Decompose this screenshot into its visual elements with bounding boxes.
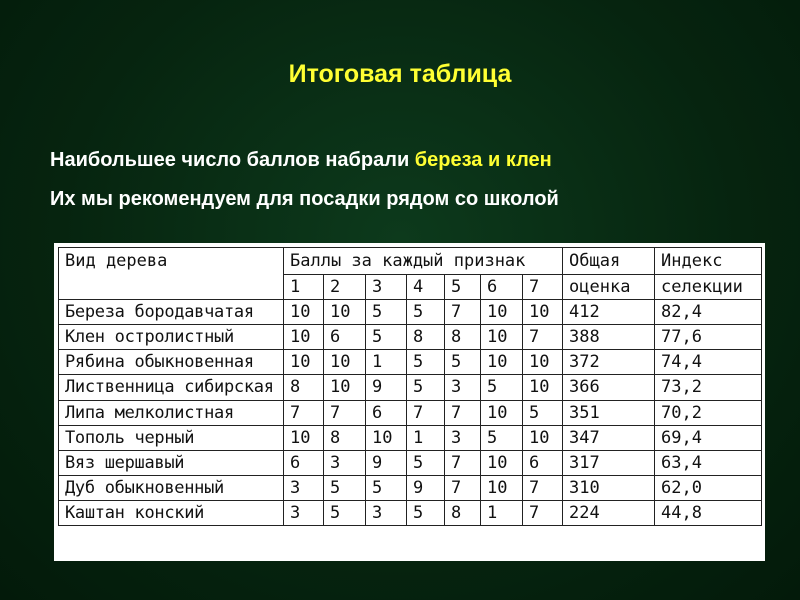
score-cell: 7: [523, 325, 563, 350]
score-cell: 10: [481, 300, 523, 325]
score-cell: 8: [445, 325, 481, 350]
total-cell: 347: [563, 426, 655, 451]
score-cell: 7: [445, 300, 481, 325]
table-row: [59, 375, 762, 401]
score-cell: 10: [284, 325, 324, 350]
index-cell: 69,4: [655, 426, 762, 451]
score-cell: 10: [523, 426, 563, 451]
total-cell: 412: [563, 300, 655, 325]
score-cell: 5: [366, 300, 407, 325]
conclusion-line: [50, 149, 552, 172]
tree-column-header: Вид дерева: [59, 248, 284, 300]
total-cell: 310: [563, 476, 655, 501]
score-cell: 8: [324, 426, 366, 451]
score-cell: 1: [481, 501, 523, 526]
score-cell: 3: [324, 451, 366, 476]
score-cell: 5: [407, 375, 445, 401]
score-cell: 5: [324, 501, 366, 526]
score-cell: 3: [445, 375, 481, 401]
watermark-logo-icon: [612, 533, 640, 561]
score-cell: 7: [445, 476, 481, 501]
total-cell: 224: [563, 501, 655, 526]
index-cell: 44,8: [655, 501, 762, 526]
criterion-header: 3: [366, 275, 407, 300]
index-cell: 70,2: [655, 401, 762, 426]
score-cell: 10: [523, 350, 563, 375]
score-cell: 10: [366, 426, 407, 451]
conclusion-text: Наибольшее число баллов набрали: [50, 149, 415, 171]
slide-title: Итоговая таблица: [288, 60, 512, 88]
score-cell: 1: [366, 350, 407, 375]
score-cell: 3: [284, 476, 324, 501]
total-cell: 351: [563, 401, 655, 426]
score-cell: 9: [366, 375, 407, 401]
score-cell: 3: [366, 501, 407, 526]
highlighted-trees: береза и клен: [414, 149, 552, 171]
total-cell: 317: [563, 451, 655, 476]
tree-name-cell: Дуб обыкновенный: [59, 476, 284, 501]
table-row: [59, 300, 762, 325]
score-cell: 10: [324, 375, 366, 401]
table-header-row: [59, 248, 762, 275]
score-cell: 3: [284, 501, 324, 526]
score-cell: 10: [481, 451, 523, 476]
score-cell: 10: [481, 401, 523, 426]
score-cell: 10: [324, 350, 366, 375]
score-cell: 7: [407, 401, 445, 426]
criterion-header: 7: [523, 275, 563, 300]
score-cell: 10: [284, 300, 324, 325]
tree-name-cell: Лиственница сибирская: [59, 375, 284, 401]
score-cell: 10: [481, 325, 523, 350]
score-cell: 8: [407, 325, 445, 350]
score-cell: 5: [366, 325, 407, 350]
scores-group-header: Баллы за каждый признак: [284, 248, 563, 275]
score-cell: 5: [407, 350, 445, 375]
criterion-header: 5: [445, 275, 481, 300]
score-cell: 5: [407, 300, 445, 325]
results-table-panel: [54, 243, 765, 561]
table-row: [59, 325, 762, 350]
score-cell: 5: [481, 375, 523, 401]
total-header-top: Общая: [563, 248, 655, 275]
score-cell: 10: [523, 375, 563, 401]
tree-name-cell: Липа мелколистная: [59, 401, 284, 426]
score-cell: 7: [445, 401, 481, 426]
score-cell: 7: [324, 401, 366, 426]
score-cell: 7: [284, 401, 324, 426]
criterion-header: 2: [324, 275, 366, 300]
score-cell: 10: [523, 300, 563, 325]
score-cell: 7: [445, 451, 481, 476]
score-cell: 5: [445, 350, 481, 375]
score-cell: 8: [445, 501, 481, 526]
total-cell: 366: [563, 375, 655, 401]
score-cell: 6: [366, 401, 407, 426]
watermark: [612, 533, 746, 561]
tree-name-cell: Каштан конский: [59, 501, 284, 526]
score-cell: 5: [481, 426, 523, 451]
table-row: [59, 476, 762, 501]
total-cell: 372: [563, 350, 655, 375]
results-table: [58, 247, 762, 526]
total-cell: 388: [563, 325, 655, 350]
score-cell: 5: [407, 501, 445, 526]
table-row: [59, 451, 762, 476]
tree-name-cell: Береза бородавчатая: [59, 300, 284, 325]
recommendation-line: Их мы рекомендуем для посадки рядом со школой: [50, 188, 559, 210]
criterion-header: 4: [407, 275, 445, 300]
watermark-text: MyShared: [646, 534, 747, 559]
index-cell: 73,2: [655, 375, 762, 401]
index-cell: 77,6: [655, 325, 762, 350]
index-cell: 62,0: [655, 476, 762, 501]
index-cell: 74,4: [655, 350, 762, 375]
index-cell: 63,4: [655, 451, 762, 476]
score-cell: 10: [324, 300, 366, 325]
score-cell: 6: [324, 325, 366, 350]
table-row: [59, 350, 762, 375]
score-cell: 8: [284, 375, 324, 401]
score-cell: 9: [366, 451, 407, 476]
score-cell: 5: [407, 451, 445, 476]
score-cell: 5: [366, 476, 407, 501]
score-cell: 1: [407, 426, 445, 451]
criterion-header: 6: [481, 275, 523, 300]
table-row: [59, 501, 762, 526]
score-cell: 10: [481, 350, 523, 375]
score-cell: 10: [284, 426, 324, 451]
score-cell: 7: [523, 501, 563, 526]
tree-name-cell: Вяз шершавый: [59, 451, 284, 476]
tree-name-cell: Тополь черный: [59, 426, 284, 451]
tree-name-cell: Рябина обыкновенная: [59, 350, 284, 375]
score-cell: 6: [523, 451, 563, 476]
total-header-bottom: оценка: [563, 275, 655, 300]
score-cell: 7: [523, 476, 563, 501]
index-header-bottom: селекции: [655, 275, 762, 300]
index-cell: 82,4: [655, 300, 762, 325]
score-cell: 5: [324, 476, 366, 501]
table-row: [59, 401, 762, 426]
index-header-top: Индекс: [655, 248, 762, 275]
criterion-header: 1: [284, 275, 324, 300]
score-cell: 9: [407, 476, 445, 501]
table-row: [59, 426, 762, 451]
score-cell: 10: [284, 350, 324, 375]
score-cell: 6: [284, 451, 324, 476]
tree-name-cell: Клен остролистный: [59, 325, 284, 350]
score-cell: 10: [481, 476, 523, 501]
score-cell: 5: [523, 401, 563, 426]
score-cell: 3: [445, 426, 481, 451]
